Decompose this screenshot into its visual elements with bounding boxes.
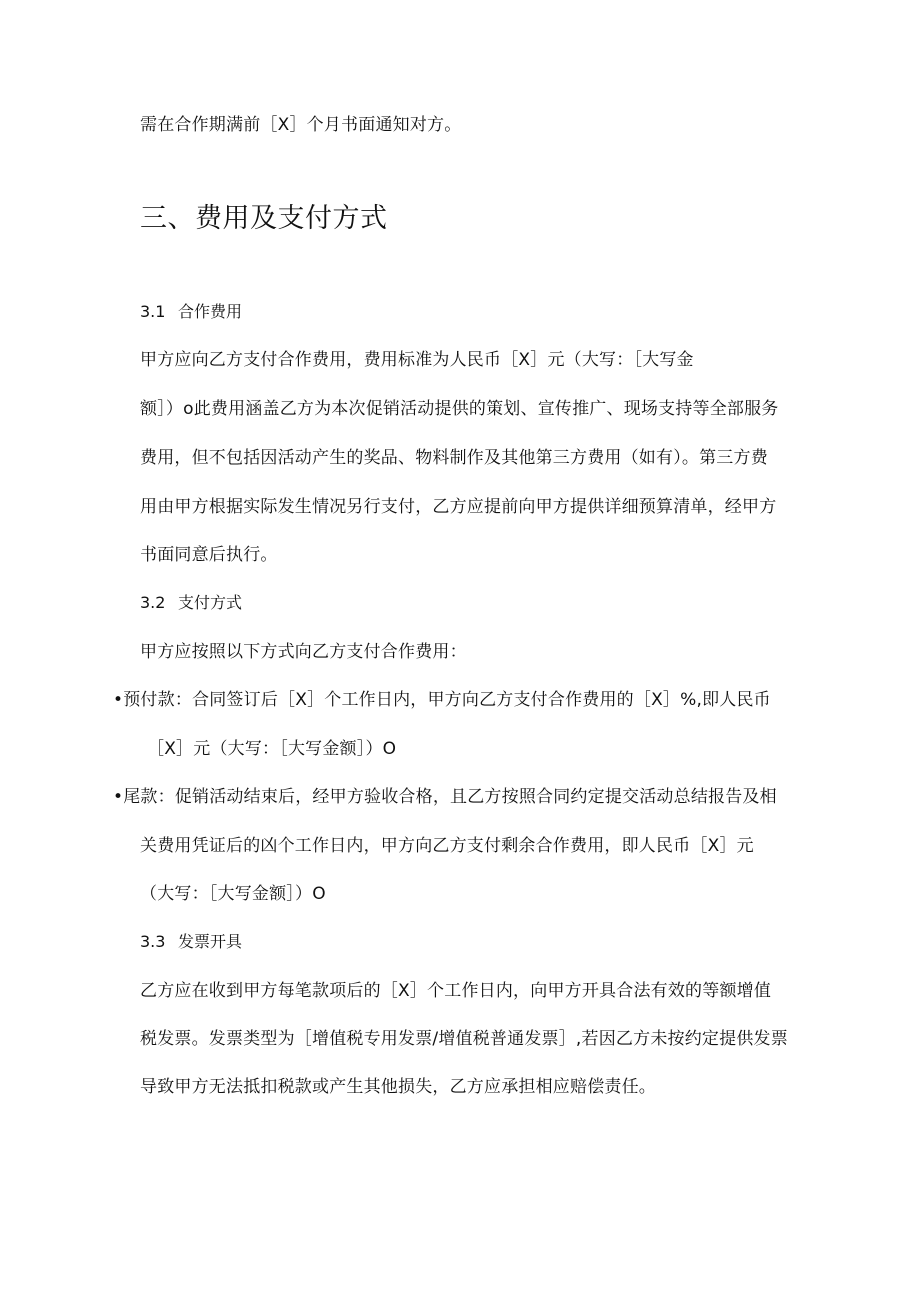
clause-3-1-heading: [140, 302, 242, 322]
bullet-line: （大写：［大写金额］）O: [140, 884, 326, 904]
bullet-item-prepayment: [113, 690, 771, 710]
clause-3-1-line: 用由甲方根据实际发生情况另行支付，乙方应提前向甲方提供详细预算清单，经甲方: [140, 497, 777, 517]
section-heading: 三、费用及支付方式: [140, 203, 388, 234]
clause-3-3-line: 乙方应在收到甲方每笔款项后的［X］个工作日内，向甲方开具合法有效的等额增值: [140, 981, 772, 1001]
bullet-line: 尾款：促销活动结束后，经甲方验收合格，且乙方按照合同约定提交活动总结报告及相: [123, 787, 777, 807]
bullet-item-final-payment: [113, 787, 777, 807]
bullet-line: 预付款：合同签订后［X］个工作日内，甲方向乙方支付合作费用的［X］%,即人民币: [123, 690, 771, 710]
clause-title: 发票开具: [178, 932, 243, 951]
clause-3-2-intro: 甲方应按照以下方式向乙方支付合作费用：: [140, 642, 467, 662]
clause-3-3-heading: [140, 932, 242, 952]
clause-number: 3.2: [140, 593, 166, 612]
clause-3-3-line: 导致甲方无法抵扣税款或产生其他损失，乙方应承担相应赔偿责任。: [140, 1077, 656, 1097]
clause-number: 3.1: [140, 302, 166, 321]
clause-3-1-line: 费用，但不包括因活动产生的奖品、物料制作及其他第三方费用（如有）。第三方费: [140, 448, 768, 468]
clause-3-1-line: 甲方应向乙方支付合作费用，费用标准为人民币［X］元（大写：［大写金: [140, 350, 694, 370]
clause-title: 支付方式: [178, 593, 243, 612]
clause-3-1-line: 书面同意后执行。: [140, 545, 278, 565]
bullet-line: 关费用凭证后的凶个工作日内，甲方向乙方支付剩余合作费用，即人民币［X］元: [140, 836, 754, 856]
clause-title: 合作费用: [178, 302, 243, 321]
intro-line: 需在合作期满前［X］个月书面通知对方。: [140, 115, 462, 135]
bullet-icon: •: [113, 787, 124, 807]
clause-3-2-heading: [140, 593, 242, 613]
clause-3-3-line: 税发票。发票类型为［增值税专用发票/增值税普通发票］,若因乙方未按约定提供发票: [140, 1029, 788, 1049]
clause-3-1-line: 额］）o此费用涵盖乙方为本次促销活动提供的策划、宣传推广、现场支持等全部服务: [140, 399, 779, 419]
bullet-icon: •: [113, 690, 124, 710]
bullet-line: ［X］元（大写：［大写金额］）O: [147, 739, 397, 759]
clause-number: 3.3: [140, 932, 166, 951]
